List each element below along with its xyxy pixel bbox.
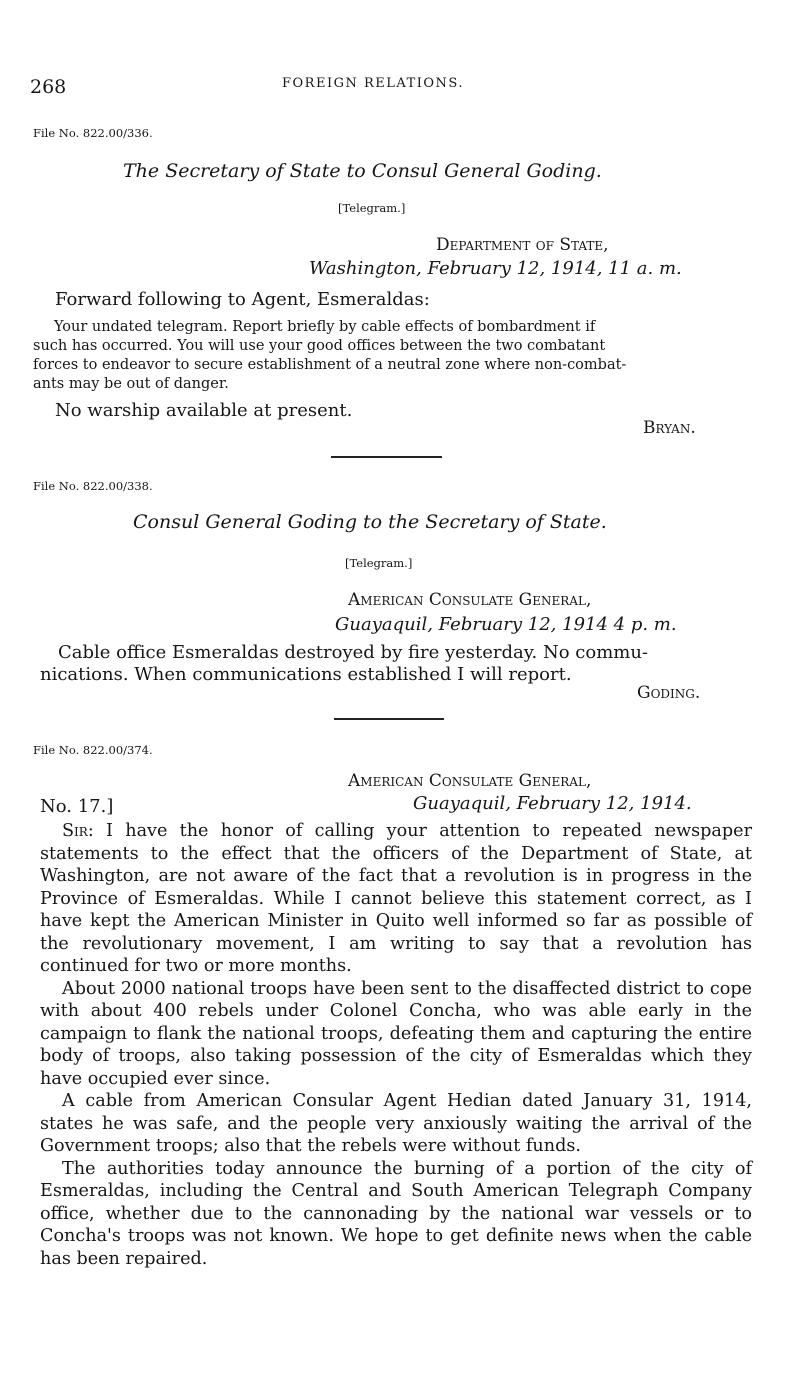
section-divider: [331, 456, 442, 458]
file-number-1: File No. 822.00/336.: [33, 126, 153, 140]
despatch-number: No. 17.]: [40, 796, 114, 817]
place-date-1: Washington, February 12, 1914, 11 a. m.: [309, 258, 682, 279]
sender-1: Department of State,: [436, 235, 609, 255]
telegram-label-1: [Telegram.]: [338, 201, 406, 215]
forward-line: Forward following to Agent, Esmeraldas:: [55, 289, 430, 310]
section-divider: [334, 718, 444, 720]
paragraph: The authorities today announce the burning of a portion of the city of Esmeraldas, including the Central and South American Telegraph Company office, whether due to the cannonading by the national war vessels or to Concha's troops was not known. We hope to get definite news when the cable has been repaired.: [40, 1158, 752, 1269]
signature-1: Bryan.: [643, 418, 696, 438]
file-number-3: File No. 822.00/374.: [33, 743, 153, 757]
salutation: Sir:: [62, 821, 94, 841]
document-title-2: Consul General Goding to the Secretary of State.: [133, 511, 607, 533]
paragraph: A cable from American Consular Agent Hedian dated January 31, 1914, states he was safe, and the people very anxiously waiting the arrival of the Government troops; also that the rebels were without funds.: [40, 1091, 752, 1156]
paragraph: About 2000 national troops have been sent to the disaffected district to cope with about 400 rebels under Colonel Concha, who was able early in the campaign to flank the national troops, defeating them and capturing the entire body of troops, also taking possession of the city of Esmeraldas which they have occupied ever since.: [40, 978, 752, 1089]
document-title-1: The Secretary of State to Consul General Goding.: [123, 160, 602, 182]
signature-2: Goding.: [637, 683, 701, 703]
paragraph-text: I have the honor of calling your attention to repeated newspaper statements to the effect that the officers of the Department of State, at Washington, are not aware of the fact that a revolution is in progress in the Province of Esmeraldas. While I cannot believe this statement correct, as I have kept the American Minister in Quito well informed so far as possible of the revolutionary movement, I am writing to say that a revolution has continued for two or more months.: [40, 821, 753, 976]
closing-line: No warship available at present.: [55, 400, 353, 421]
running-title: FOREIGN RELATIONS.: [282, 76, 464, 91]
sender-3: American Consulate General,: [348, 771, 592, 791]
page-number: 268: [30, 76, 67, 98]
place-date-2: Guayaquil, February 12, 1914 4 p. m.: [335, 614, 677, 635]
message-line: ants may be out of danger.: [33, 376, 229, 392]
message-line: such has occurred. You will use your good offices between the two combatant: [33, 338, 606, 354]
file-number-2: File No. 822.00/338.: [33, 479, 153, 493]
letter-body: [40, 820, 752, 1270]
message-line: forces to endeavor to secure establishment of a neutral zone where non-combat-: [33, 357, 627, 373]
place-date-3: Guayaquil, February 12, 1914.: [413, 793, 692, 814]
message-line: nications. When communications established I will report.: [40, 664, 572, 685]
message-line: Cable office Esmeraldas destroyed by fire yesterday. No commu-: [58, 642, 649, 663]
telegram-label-2: [Telegram.]: [345, 556, 413, 570]
paragraph: [40, 820, 752, 978]
sender-2: American Consulate General,: [348, 590, 592, 610]
message-line: Your undated telegram. Report briefly by cable effects of bombardment if: [54, 319, 596, 335]
